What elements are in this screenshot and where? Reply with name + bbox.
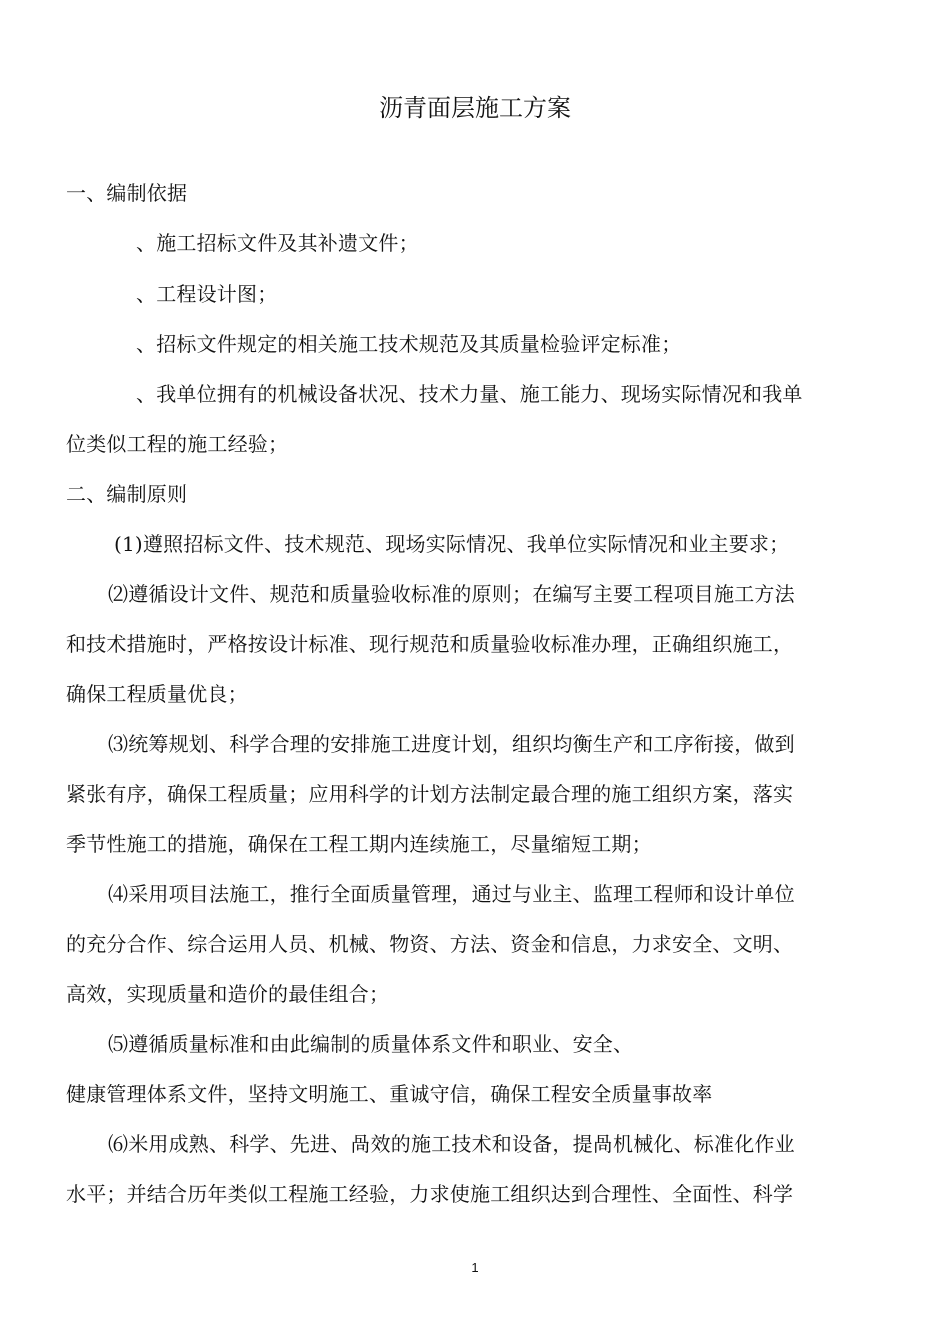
basis-item-2: 、工程设计图； bbox=[136, 282, 278, 306]
principle-item-2-cont-2: 确保工程质量优良； bbox=[66, 682, 248, 706]
principle-item-5-cont-1: 健康管理体系文件，坚持文明施工、重诚守信，确保工程安全质量事故率 bbox=[66, 1082, 713, 1106]
principle-item-2-cont-1: 和技术措施时，严格按设计标准、现行规范和质量验收标准办理，正确组织施工， bbox=[66, 632, 794, 656]
principle-item-3: ⑶统筹规划、科学合理的安排施工进度计划，组织均衡生产和工序衔接，做到 bbox=[108, 732, 795, 756]
principle-item-3-cont-2: 季节性施工的措施，确保在工程工期内连续施工，尽量缩短工期； bbox=[66, 832, 652, 856]
principle-item-6: ⑹米用成熟、科学、先进、咼效的施工技术和设备，提咼机械化、标准化作业 bbox=[108, 1132, 795, 1156]
section-heading-principles: 二、编制原则 bbox=[66, 482, 188, 506]
principle-item-3-cont-1: 紧张有序，确保工程质量；应用科学的计划方法制定最合理的施工组织方案，落实 bbox=[66, 782, 794, 806]
section-heading-basis: 一、编制依据 bbox=[66, 181, 188, 205]
basis-item-3: 、招标文件规定的相关施工技术规范及其质量检验评定标准； bbox=[136, 332, 682, 356]
page-number: 1 bbox=[471, 1260, 479, 1275]
basis-item-4-cont: 位类似工程的施工经验； bbox=[66, 432, 289, 456]
principle-item-5: ⑸遵循质量标准和由此编制的质量体系文件和职业、安全、 bbox=[108, 1032, 634, 1056]
principle-item-1: (1)遵照招标文件、技术规范、现场实际情况、我单位实际情况和业主要求； bbox=[114, 532, 790, 556]
principle-item-4-cont-2: 高效，实现质量和造价的最佳组合； bbox=[66, 982, 390, 1006]
principle-item-4: ⑷采用项目法施工，推行全面质量管理，通过与业主、监理工程师和设计单位 bbox=[108, 882, 795, 906]
principle-item-6-cont-1: 水平；并结合历年类似工程施工经验，力求使施工组织达到合理性、全面性、科学 bbox=[66, 1182, 794, 1206]
principle-item-2: ⑵遵循设计文件、规范和质量验收标准的原则；在编写主要工程项目施工方法 bbox=[108, 582, 795, 606]
basis-item-1: 、施工招标文件及其补遗文件； bbox=[136, 231, 419, 255]
document-title: 沥青面层施工方案 bbox=[379, 94, 571, 122]
basis-item-4: 、我单位拥有的机械设备状况、技术力量、施工能力、现场实际情况和我单 bbox=[136, 382, 803, 406]
principle-item-4-cont-1: 的充分合作、综合运用人员、机械、物资、方法、资金和信息，力求安全、文明、 bbox=[66, 932, 794, 956]
